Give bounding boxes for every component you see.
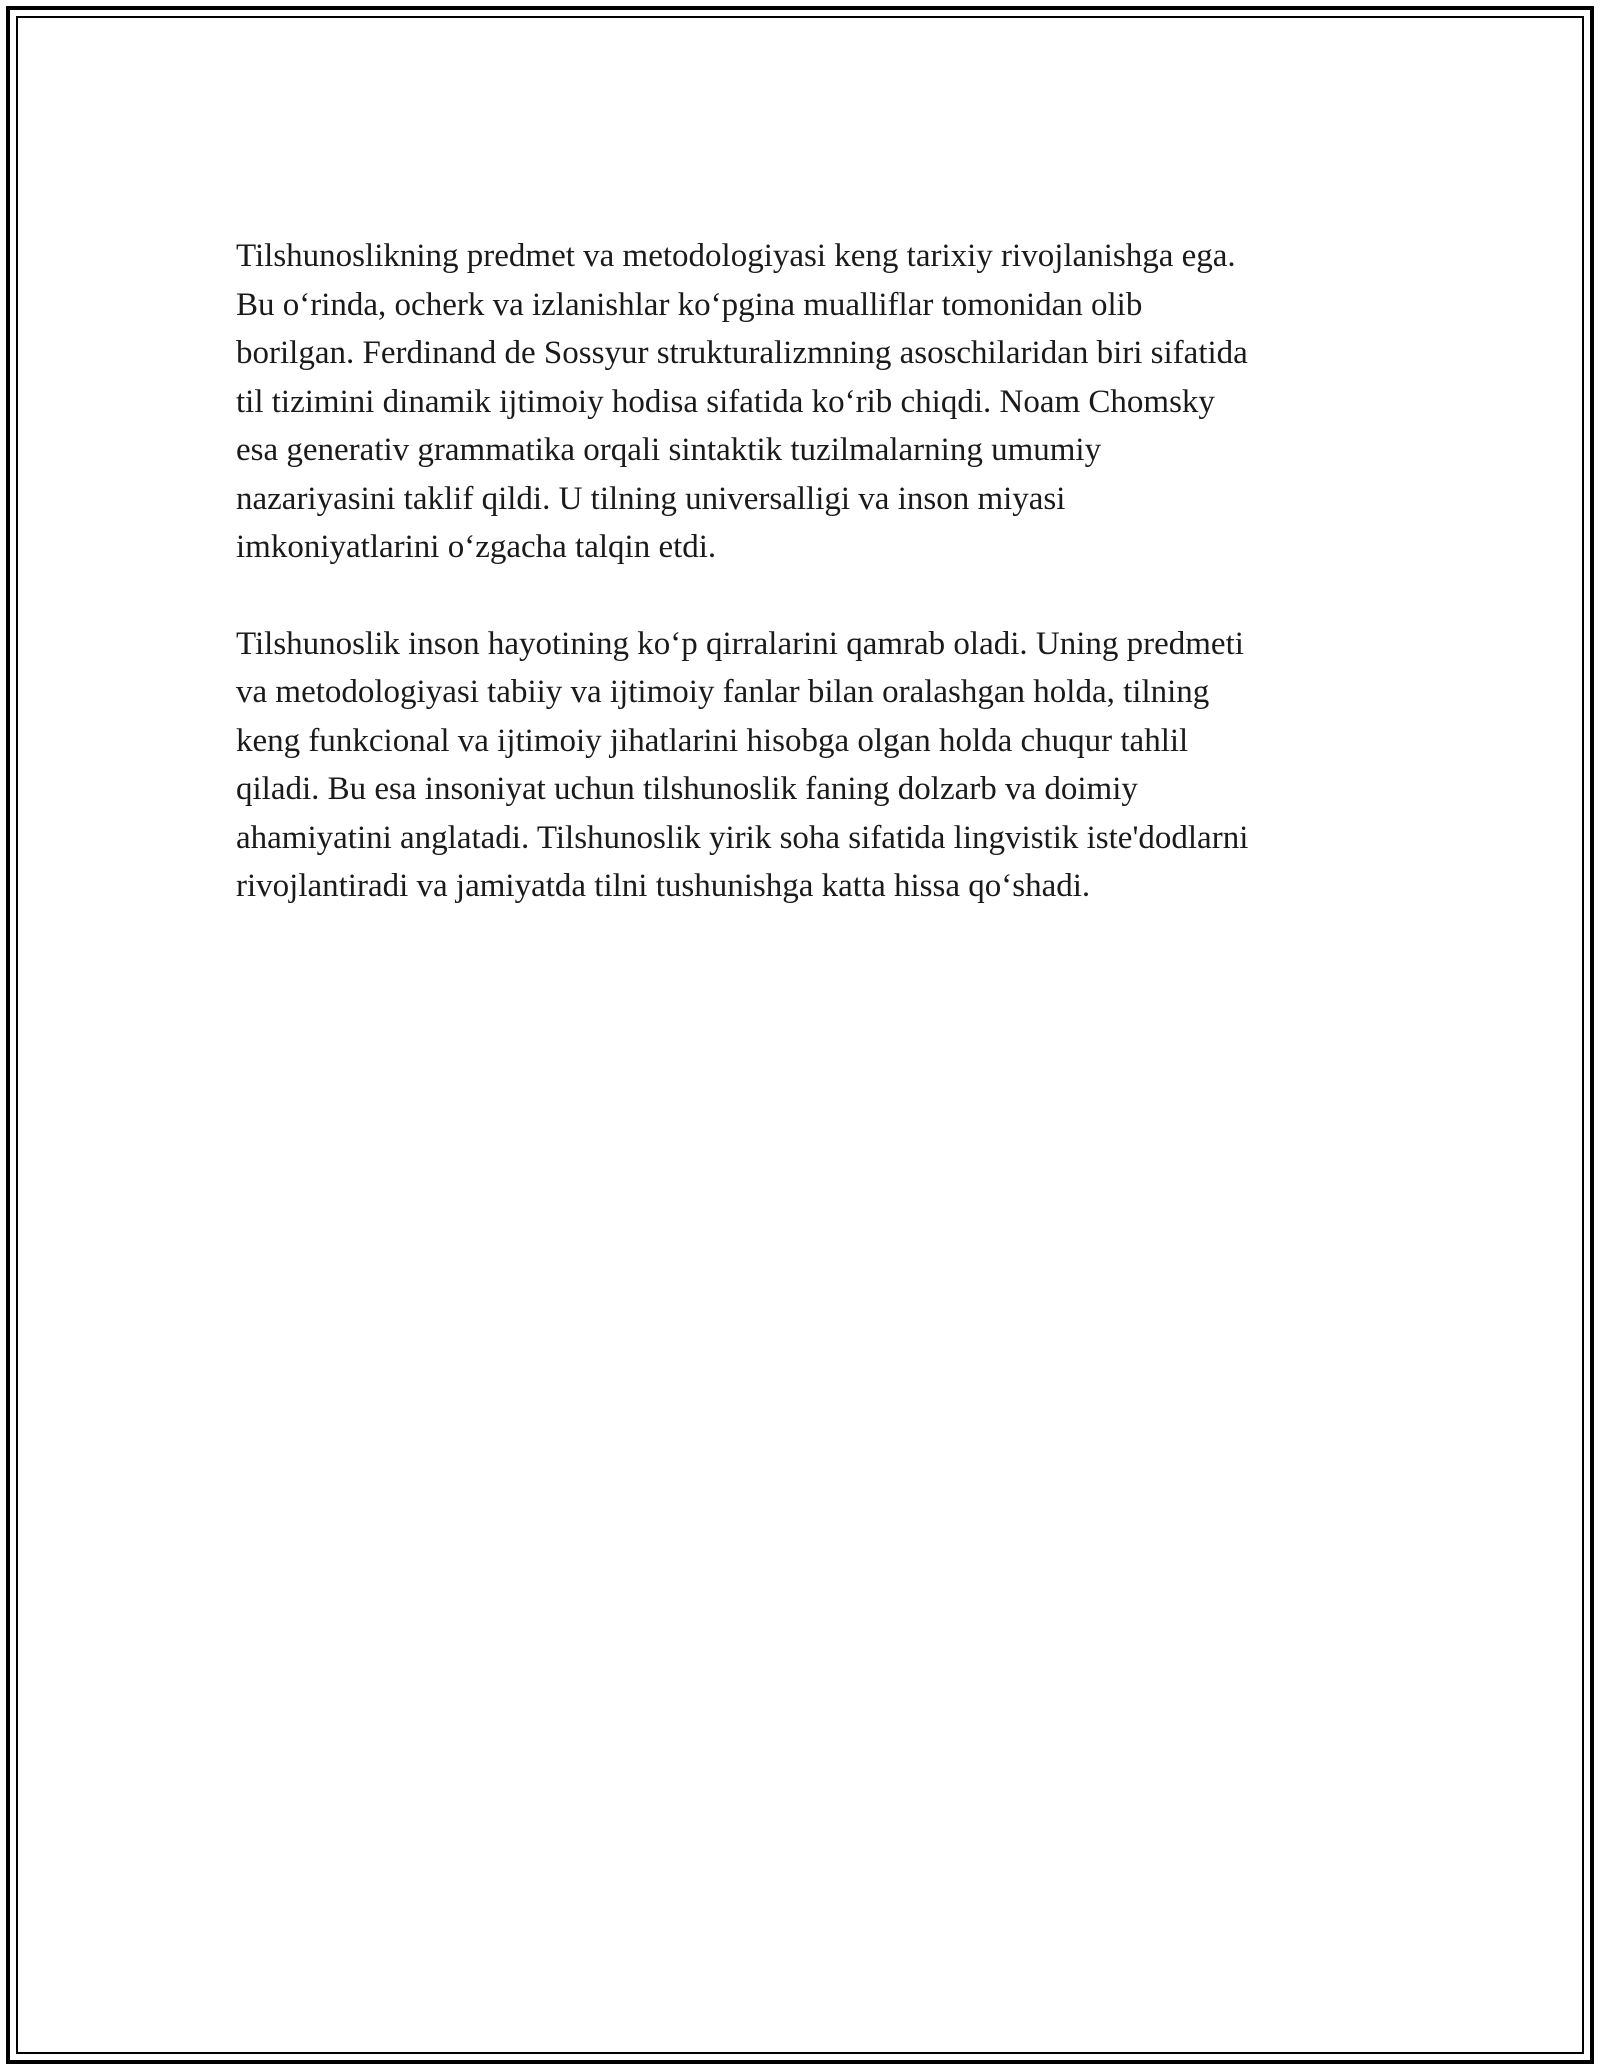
text-line: imkoniyatlarini o‘zgacha talqin etdi. <box>236 529 717 565</box>
text-line: nazariyasini taklif qildi. U tilning universalligi va inson miyasi <box>236 480 1066 517</box>
paragraph-2 <box>236 620 1376 911</box>
paragraph-1 <box>236 232 1376 572</box>
text-line: keng funkcional va ijtimoiy jihatlarini hisobga olgan holda chuqur tahlil <box>236 722 1189 759</box>
text-line: borilgan. Ferdinand de Sossyur strukturalizmning asoschilaridan biri sifatida <box>236 335 1248 371</box>
text-line: va metodologiyasi tabiiy va ijtimoiy fanlar bilan oralashgan holda, tilning <box>236 674 1210 710</box>
document-body <box>236 232 1376 911</box>
text-line: Bu o‘rinda, ocherk va izlanishlar ko‘pgina mualliflar tomonidan olib <box>236 286 1143 323</box>
text-line: rivojlantiradi va jamiyatda tilni tushunishga katta hissa qo‘shadi. <box>236 868 1091 904</box>
text-line: til tizimini dinamik ijtimoiy hodisa sifatida ko‘rib chiqdi. Noam Chomsky <box>236 383 1215 420</box>
text-line: Tilshunoslikning predmet va metodologiyasi keng tarixiy rivojlanishga ega. <box>236 238 1236 274</box>
text-line: Tilshunoslik inson hayotining ko‘p qirralarini qamrab oladi. Uning predmeti <box>236 625 1244 662</box>
text-line: qiladi. Bu esa insoniyat uchun tilshunoslik faning dolzarb va doimiy <box>236 771 1138 807</box>
text-line: ahamiyatini anglatadi. Tilshunoslik yirik soha sifatida lingvistik iste'dodlarni <box>236 819 1249 856</box>
text-line: esa generativ grammatika orqali sintaktik tuzilmalarning umumiy <box>236 432 1102 468</box>
